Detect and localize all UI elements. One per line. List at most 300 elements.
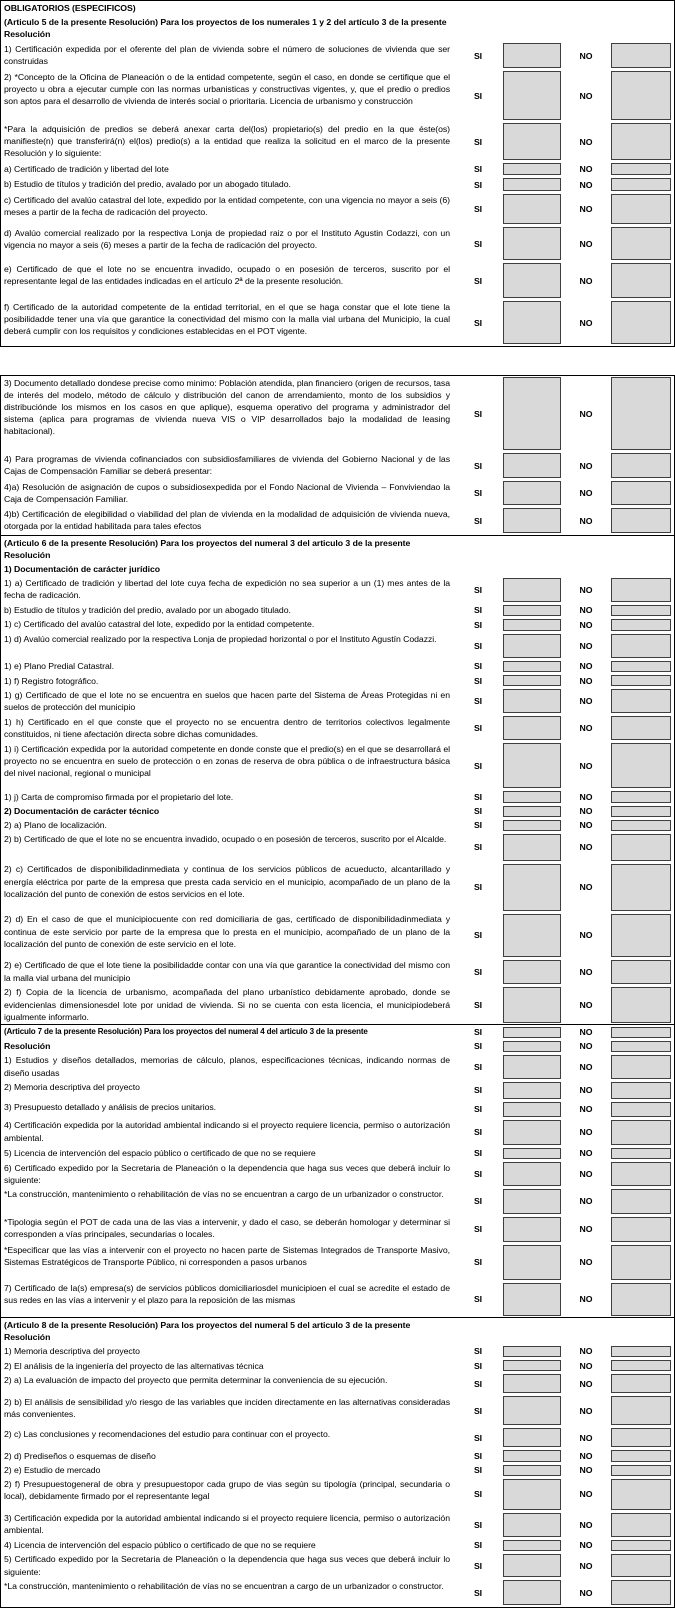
si-checkbox-cell [503,70,561,122]
si-checkbox[interactable] [503,689,561,713]
no-checkbox[interactable] [611,1245,671,1280]
si-checkbox[interactable] [503,1162,561,1185]
si-checkbox[interactable] [503,1479,561,1510]
no-label: NO [579,1450,593,1461]
si-label: SI [473,619,483,630]
no-checkbox-cell [611,1359,671,1373]
si-checkbox-cell [503,1344,561,1358]
no-label: NO [579,317,593,328]
checklist-row [1,122,674,162]
no-checkbox-cell [611,1552,671,1578]
si-label: SI [473,1405,483,1416]
no-checkbox[interactable] [611,578,671,602]
no-checkbox[interactable] [611,71,671,120]
si-checkbox[interactable] [503,605,561,616]
no-label: NO [579,275,593,286]
row-text: 2) a) Plano de localización. [4,820,107,831]
no-checkbox[interactable] [611,743,671,788]
row-text: 1) f) Registro fotográfico. [4,675,99,686]
no-checkbox[interactable] [611,1465,671,1476]
no-checkbox[interactable] [611,791,671,802]
checklist-row [1,659,674,673]
no-label: NO [579,966,593,977]
si-checkbox[interactable] [503,834,561,861]
si-label: SI [473,50,483,61]
si-checkbox-cell [503,1039,561,1053]
no-checkbox[interactable] [611,481,671,505]
no-checkbox[interactable] [611,1580,671,1605]
no-checkbox[interactable] [611,1396,671,1425]
row-text: a) Certificado de tradición y libertad del lote [4,163,169,174]
row-text: 4)a) Resolución de asignación de cupos o subsidiosexpedida por el Fondo Nacional de Vivienda – Fonviviendao la Caja de Compensación Familiar. [4,481,450,504]
no-checkbox[interactable] [611,1554,671,1577]
si-label: SI [473,791,483,802]
si-checkbox[interactable] [503,1396,561,1425]
si-checkbox[interactable] [503,163,561,175]
si-checkbox[interactable] [503,453,561,478]
row-text: 2) e) Certificado de que el lote tiene la posibilidadde contar con una vía que garantice la conectividad del mismo con la malla vial urbana del municipio [4,960,450,983]
row-text: 1) a) Certificado de tradición y libertad del lote cuya fecha de expedición no sea superior a un (1) mes antes de la fecha de radicación. [4,578,450,601]
no-checkbox-cell [611,1100,671,1118]
no-checkbox-cell [611,1427,671,1449]
checklist-row [1,70,674,122]
no-checkbox[interactable] [611,1450,671,1461]
no-checkbox-cell [611,1281,671,1317]
si-checkbox[interactable] [503,743,561,788]
si-label: SI [473,1104,483,1115]
si-checkbox-cell [503,226,561,262]
checklist-row [1,1243,674,1281]
si-checkbox[interactable] [503,508,561,533]
si-checkbox-cell [503,1215,561,1243]
row-text: 2) a) La evaluación de impacto del proyecto que permita determinar la conveniencia de su ejecución. [4,1374,388,1385]
no-checkbox-cell [611,70,671,122]
section-header-text: (Articulo 6 de la presente Resolución) Para los proyectos del numeral 3 del articulo 3 de la presente Resolución [4,537,411,560]
no-checkbox[interactable] [611,661,671,672]
no-checkbox[interactable] [611,377,671,450]
checklist-row [1,15,674,41]
checklist-row [1,480,674,507]
si-checkbox[interactable] [503,1540,561,1551]
no-checkbox-cell [611,862,671,912]
no-checkbox-cell [611,1161,671,1187]
si-checkbox-cell [503,1579,561,1607]
si-checkbox[interactable] [503,1120,561,1145]
no-checkbox[interactable] [611,1479,671,1510]
no-checkbox-cell [611,576,671,603]
no-checkbox-cell [611,1039,671,1053]
si-label: SI [473,584,483,595]
no-checkbox[interactable] [611,1082,671,1099]
checklist-row [1,576,674,603]
no-checkbox[interactable] [611,1027,671,1038]
checklist-row [1,1100,674,1118]
si-checkbox[interactable] [503,1554,561,1577]
no-checkbox[interactable] [611,1120,671,1145]
si-checkbox[interactable] [503,43,561,68]
no-label: NO [579,882,593,893]
si-label: SI [473,1360,483,1371]
no-checkbox[interactable] [611,1148,671,1159]
row-text: 2) d) Prediseños o esquemas de diseño [4,1450,156,1461]
no-checkbox[interactable] [611,716,671,740]
si-checkbox-cell [503,688,561,715]
si-checkbox[interactable] [503,1102,561,1117]
si-checkbox[interactable] [503,377,561,450]
checklist-row [1,617,674,632]
row-text: 3) Certificación expedida por la autoridad ambiental indicando si el proyecto requiere licencia, permiso o autorización ambiental. [4,1513,450,1536]
checklist-row [1,1215,674,1243]
si-label: SI [473,1489,483,1500]
no-checkbox-cell [611,1243,671,1281]
no-checkbox[interactable] [611,194,671,224]
checklist-row [1,1579,674,1607]
row-text: 1) d) Avalúo comercial realizado por la respectiva Lonja de propiedad horizontal o por el Instituto Agustín Codazzi. [4,634,437,645]
si-label: SI [473,999,483,1010]
row-text: 2) d) En el caso de que el municipiocuente con red domiciliaria de gas, certificado de disponibilidadinmediata y continua de este servicio por parte de la empresa que lo presta en el municipio, acompañado de un plano de la localización del punto de conexión de este servicio en el lote. [4,914,450,949]
si-checkbox[interactable] [503,619,561,631]
si-checkbox[interactable] [503,1283,561,1316]
no-checkbox-cell [611,480,671,507]
si-checkbox[interactable] [503,1360,561,1371]
no-label: NO [579,791,593,802]
si-checkbox-cell [503,452,561,480]
no-checkbox[interactable] [611,619,671,631]
si-checkbox[interactable] [503,178,561,191]
no-label: NO [579,1346,593,1357]
no-checkbox-cell [611,617,671,632]
row-text: d) Avalúo comercial realizado por la respectiva Lonja de propiedad raiz o por el Instituto Agustin Codazzi, con un vigencia no mayor a seis (6) meses a partir de la fecha de radicación del proyecto. [4,227,450,250]
row-text: 3) Presupuesto detallado y análisis de precios unitarios. [4,1102,217,1113]
si-checkbox-cell [503,1427,561,1449]
no-checkbox[interactable] [611,675,671,686]
no-label: NO [579,136,593,147]
no-checkbox[interactable] [611,453,671,478]
row-text: 1) e) Plano Predial Catastral. [4,661,115,672]
si-checkbox[interactable] [503,1217,561,1242]
section-header-text: (Articulo 8 de la presente Resolución) Para los proyectos del numeral 5 del articulo 3 de la presente Resolución [4,1320,411,1343]
si-label: SI [473,460,483,471]
si-label: SI [473,1560,483,1571]
si-checkbox[interactable] [503,661,561,672]
no-checkbox-cell [611,177,671,193]
si-checkbox-cell [503,1118,561,1146]
si-label: SI [473,515,483,526]
no-label: NO [579,1519,593,1530]
row-text: 2) b) El análisis de sensibilidad y/o riesgo de las variables que inciden directamente en las alternativas consideradas más convenientes. [4,1396,450,1420]
no-checkbox[interactable] [611,1055,671,1079]
si-checkbox[interactable] [503,1055,561,1079]
row-text: *La construcción, mantenimiento o rehabilitación de vías no se encuentran a cargo de un urbanizador o constructor. [4,1189,444,1200]
no-checkbox[interactable] [611,689,671,713]
no-label: NO [579,1465,593,1476]
si-checkbox[interactable] [503,960,561,984]
no-checkbox-cell [611,804,671,818]
si-checkbox[interactable] [503,864,561,911]
no-checkbox[interactable] [611,1217,671,1242]
si-checkbox-cell [503,1281,561,1317]
no-checkbox[interactable] [611,960,671,984]
no-checkbox[interactable] [611,43,671,68]
si-checkbox[interactable] [503,1082,561,1099]
si-checkbox-cell [503,1395,561,1427]
si-label: SI [473,179,483,190]
si-checkbox[interactable] [503,1346,561,1357]
si-checkbox[interactable] [503,1041,561,1052]
si-label: SI [473,640,483,651]
no-checkbox-cell [611,226,671,262]
si-checkbox-cell [503,958,561,985]
no-checkbox-cell [611,985,671,1024]
checklist-row [1,1344,674,1358]
si-label: SI [473,238,483,249]
row-text: 2) c) Certificados de disponibilidadinmediata y continua de los servicios públicos de acueducto, alcantarillado y energía eléctrica por parte de la empresa que presta cada servicio en el municipio, acompañado de un plano de la localización del punto de conexión de estos servicios en el lote. [4,864,450,899]
row-text: 7) Certificado de la(s) empresa(s) de servicios públicos domiciliariosdel municipioen el cual se acredite el estado de sus redes en las vías a intervenir y el plazo para la reposición de las mismas [4,1283,450,1306]
checklist-row [1,985,674,1024]
si-checkbox[interactable] [503,914,561,957]
section-header-text: (Articulo 5 de la presente Resolución) Para los proyectos de los numerales 1 y 2 del artículo 3 de la presente Resolución [4,17,447,40]
si-checkbox-cell [503,193,561,226]
no-checkbox[interactable] [611,634,671,658]
si-checkbox[interactable] [503,791,561,802]
no-label: NO [579,1360,593,1371]
si-checkbox[interactable] [503,987,561,1023]
no-checkbox-cell [611,1080,671,1100]
checklist-row [1,193,674,226]
si-label: SI [473,204,483,214]
si-checkbox-cell [503,912,561,958]
si-checkbox[interactable] [503,1465,561,1476]
checklist-row [1,1080,674,1100]
si-checkbox[interactable] [503,263,561,298]
no-checkbox-cell [611,832,671,862]
no-checkbox[interactable] [611,1346,671,1357]
checklist-row [1,1146,674,1160]
no-label: NO [579,723,593,734]
no-checkbox[interactable] [611,605,671,616]
no-label: NO [579,1405,593,1416]
si-checkbox[interactable] [503,1027,561,1038]
si-checkbox[interactable] [503,820,561,831]
section-header-text: Resolución [4,1041,51,1052]
row-text: 4) Para programas de vivienda cofinanciados con subsidiosfamiliares de vivienda del Gobierno Nacional y de las Cajas de Compensación Familiar se deberá presentar: [4,453,450,476]
si-checkbox[interactable] [503,1148,561,1159]
row-text: c) Certificado del avalúo catastral del lote, expedido por la entidad competente, con una vigencia no mayor a seis (6) meses a partir de la fecha de radicación del proyecto. [4,194,450,217]
si-label: SI [473,1378,483,1389]
si-label: SI [473,90,483,101]
checklist-row [1,790,674,804]
no-checkbox[interactable] [611,178,671,191]
checklist-row [1,1317,674,1344]
checklist-row [1,300,674,346]
no-checkbox[interactable] [611,163,671,175]
checklist-row [1,262,674,300]
no-label: NO [579,696,593,707]
checklist-row [1,562,674,576]
checklist-row [1,1053,674,1080]
no-checkbox-cell [611,1579,671,1607]
si-checkbox[interactable] [503,1245,561,1280]
checklist-row [1,1039,674,1053]
si-checkbox-cell [503,1146,561,1160]
si-checkbox-cell [503,1080,561,1100]
si-label: SI [473,1450,483,1461]
no-checkbox-cell [611,1477,671,1511]
si-checkbox[interactable] [503,634,561,658]
checklist-row [1,603,674,617]
no-checkbox[interactable] [611,1513,671,1537]
no-label: NO [579,179,593,190]
si-label: SI [473,930,483,941]
no-checkbox-cell [611,958,671,985]
no-checkbox[interactable] [611,987,671,1023]
si-checkbox[interactable] [503,1513,561,1537]
row-text: 2) c) Las conclusiones y recomendaciones del estudio para continuar con el proyecto. [4,1428,331,1439]
no-checkbox-cell [611,1053,671,1080]
row-text: 3) Documento detallado dondese precise como minimo: Población atendida, plan financiero (origen de recursos, tasa de interés del modelo, método de cálculo y distribución del canon de arrendamiento, monto de los subsidios y distribuciónde los mismos en los casos en que aplique), esquema operativo del programa y administrador del sistema (aplica para programas de vivienda nueva VIS o VIP desarrollados bajo la modalidad de leasing habitacional). [4,377,450,437]
checklist-row [1,832,674,862]
no-checkbox[interactable] [611,864,671,911]
row-text: *Para la adquisición de predios se deberá anexar carta del(los) propietario(s) del predio en la que éste(os) manifieste(n) que transferirá(n) el(los) predio(s) a la entidad que realiza la solicitud en el marco de la presente Resolución y lo siguiente: [4,123,450,159]
no-checkbox-cell [611,1395,671,1427]
no-checkbox-cell [611,912,671,958]
row-text: 1) Memoria descriptiva del proyecto [4,1346,140,1357]
no-checkbox[interactable] [611,301,671,344]
si-checkbox-cell [503,790,561,804]
si-label: SI [473,488,483,498]
no-label: NO [579,1587,593,1598]
no-checkbox[interactable] [611,834,671,861]
si-checkbox[interactable] [503,716,561,740]
checklist-table-articulos-6-7-8 [0,375,675,1608]
row-text: *La construcción, mantenimiento o rehabilitación de vías no se encuentran a cargo de un urbanizador o constructor. [4,1580,444,1591]
no-checkbox[interactable] [611,227,671,260]
no-checkbox-cell [611,715,671,742]
no-checkbox-cell [611,1344,671,1358]
checklist-row [1,632,674,659]
section-header-text: 1) Documentación de carácter jurídico [4,564,161,575]
si-checkbox[interactable] [503,123,561,160]
row-text: e) Certificado de que el lote no se encuentra invadido, ocupado o en posesión de terceros, suscrito por el representante legal de las entidades indicadas en el artículo 2ª de la presente resolución. [4,263,450,286]
no-checkbox[interactable] [611,820,671,831]
si-checkbox-cell [503,300,561,346]
si-label: SI [473,317,483,328]
si-checkbox[interactable] [503,675,561,686]
row-text: 6) Certificado expedido por la Secretaria de Planeación o la dependencia que haga sus veces que deberá incluir lo siguiente: [4,1162,450,1185]
no-label: NO [579,999,593,1010]
no-label: NO [579,1168,593,1179]
no-label: NO [579,619,593,630]
row-text: 4) Licencia de intervención del espacio público o certificado de que no se requiere [4,1540,316,1551]
no-checkbox-cell [611,42,671,70]
no-label: NO [579,1085,593,1096]
no-checkbox[interactable] [611,914,671,957]
si-label: SI [473,1432,483,1443]
no-checkbox-cell [611,688,671,715]
row-text: 1) Estudios y diseños detallados, memorias de cálculo, planos, especificaciones técnicas, indicando normas de diseño usadas [4,1055,450,1078]
si-checkbox-cell [503,804,561,818]
no-checkbox-cell [611,659,671,673]
no-checkbox[interactable] [611,123,671,160]
checklist-row [1,1552,674,1578]
si-checkbox[interactable] [503,194,561,224]
no-checkbox-cell [611,1146,671,1160]
no-checkbox[interactable] [611,263,671,298]
si-label: SI [473,1587,483,1598]
no-checkbox[interactable] [611,1428,671,1447]
no-checkbox[interactable] [611,1360,671,1371]
si-checkbox[interactable] [503,1450,561,1461]
si-checkbox-cell [503,832,561,862]
no-label: NO [579,1489,593,1500]
no-checkbox[interactable] [611,1162,671,1185]
si-checkbox[interactable] [503,227,561,260]
no-checkbox-cell [611,1538,671,1552]
si-label: SI [473,164,483,174]
si-checkbox[interactable] [503,481,561,505]
si-checkbox[interactable] [503,301,561,344]
no-checkbox-cell [611,1215,671,1243]
si-checkbox[interactable] [503,71,561,120]
no-label: NO [579,1378,593,1389]
checklist-row [1,1463,674,1477]
no-label: NO [579,1223,593,1234]
si-checkbox[interactable] [503,806,561,817]
no-checkbox-cell [611,790,671,804]
si-checkbox[interactable] [503,578,561,602]
si-checkbox-cell [503,1449,561,1463]
no-checkbox[interactable] [611,1041,671,1052]
row-text: 2) *Concepto de la Oficina de Planeación o de la entidad competente, según el caso, en donde se certifique que el proyecto u obra a ejecutar cumple con las normas urbanisticas y constructivas vigentes, y, que el predio o predios son aptos para el desarrollo de vivienda de interés social o prioritaria. Licencia de urbanismo y construcción [4,71,450,107]
si-label: SI [473,1293,483,1304]
no-checkbox-cell [611,300,671,346]
si-checkbox-cell [503,1552,561,1578]
si-checkbox[interactable] [503,1580,561,1605]
no-checkbox[interactable] [611,1283,671,1316]
row-text: 2) Memoria descriptiva del proyecto [4,1082,140,1093]
si-checkbox-cell [503,985,561,1024]
si-checkbox[interactable] [503,1374,561,1393]
si-checkbox-cell [503,162,561,177]
checklist-row [1,177,674,193]
no-label: NO [579,204,593,214]
no-checkbox[interactable] [611,508,671,533]
no-label: NO [579,1432,593,1443]
si-label: SI [473,842,483,853]
si-checkbox-cell [503,742,561,790]
no-checkbox[interactable] [611,806,671,817]
no-label: NO [579,50,593,61]
si-checkbox[interactable] [503,1428,561,1447]
no-checkbox[interactable] [611,1540,671,1551]
no-checkbox-cell [611,1118,671,1146]
checklist-row [1,226,674,262]
no-label: NO [579,820,593,831]
si-checkbox-cell [503,1538,561,1552]
no-checkbox[interactable] [611,1189,671,1214]
checklist-row [1,912,674,958]
no-checkbox-cell [611,742,671,790]
si-checkbox-cell [503,177,561,193]
no-checkbox-cell [611,1511,671,1538]
no-checkbox[interactable] [611,1102,671,1117]
checklist-row [1,804,674,818]
si-label: SI [473,275,483,286]
si-checkbox-cell [503,1373,561,1395]
no-checkbox-cell [611,632,671,659]
no-checkbox[interactable] [611,1374,671,1393]
si-checkbox[interactable] [503,1189,561,1214]
